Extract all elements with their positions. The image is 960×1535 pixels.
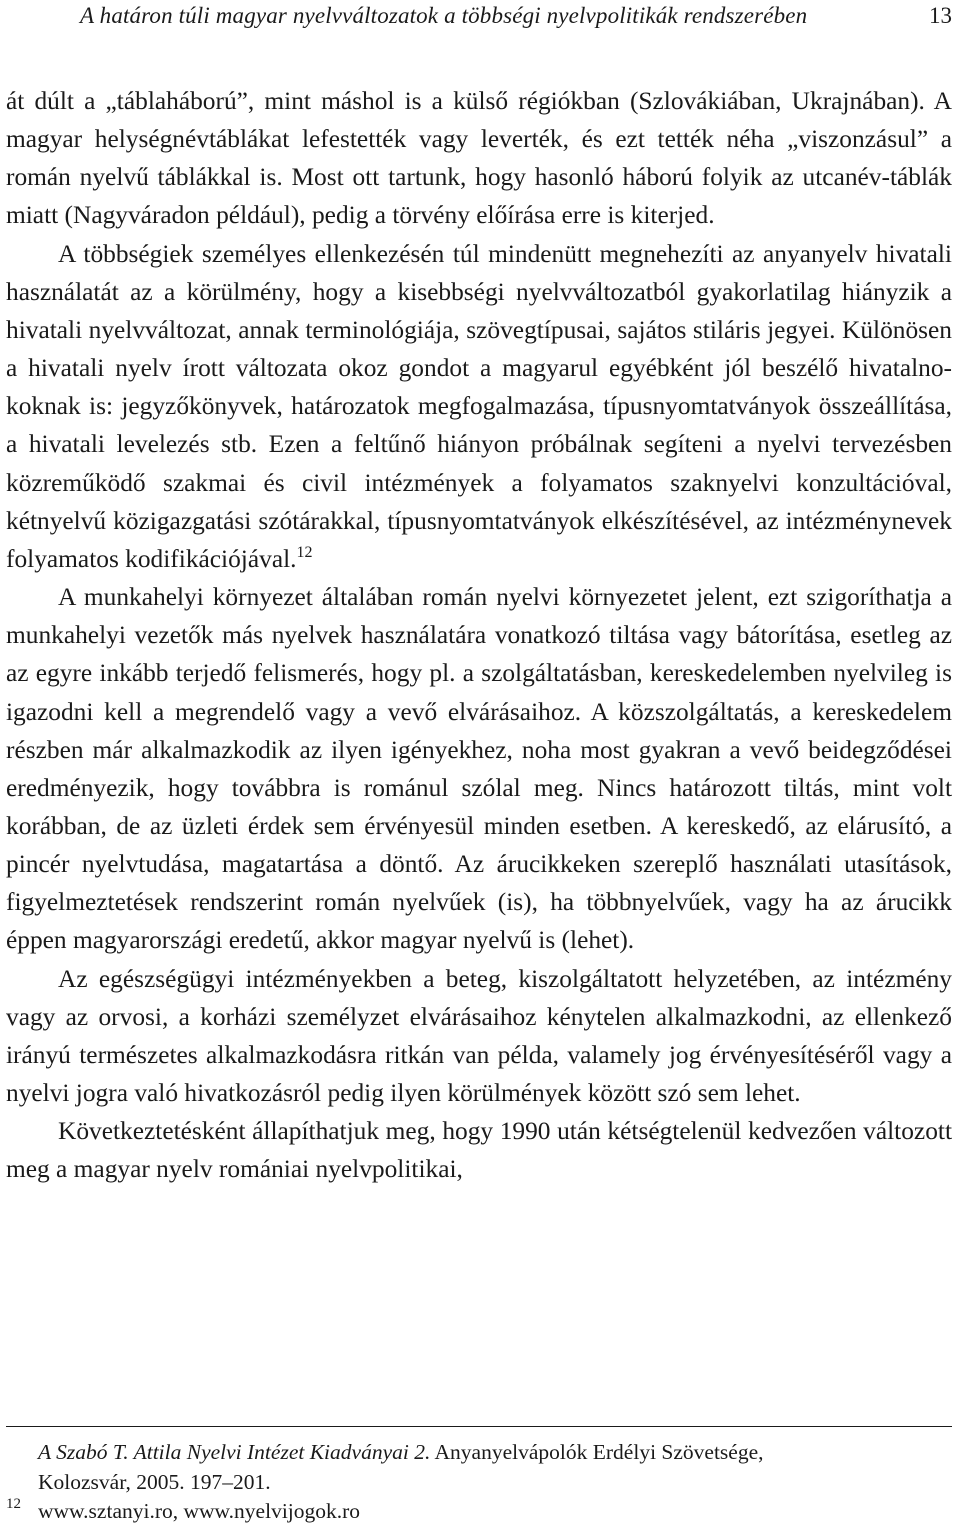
paragraph-2 bbox=[6, 235, 952, 578]
running-title: A határon túli magyar nyelvváltozatok a többségi nyelvpolitikák rendszerében bbox=[80, 3, 808, 28]
body-text bbox=[6, 82, 952, 1189]
footnote-websites[interactable]: www.sztanyi.ro, www.nyelvijogok.ro bbox=[38, 1499, 361, 1523]
paragraph-5-text: Következtetésként állapíthatjuk meg, hogy 1990 után kétségtelenül kedvezően változott meg a magyar nyelv romániai nyelvpolitikai, bbox=[6, 1117, 952, 1184]
footnote-place-pages: Kolozsvár, 2005. 197–201. bbox=[38, 1469, 271, 1494]
paragraph-5 bbox=[6, 1112, 952, 1188]
running-header bbox=[80, 2, 952, 30]
paragraph-3 bbox=[6, 578, 952, 960]
footnote bbox=[6, 1438, 952, 1527]
paragraph-4-text: Az egészségügyi intézményekben a beteg, kiszolgáltatott helyzetében, az intézmény vagy az orvosi, a korházi személyzet elvárásaihoz kénytelen alkalmazkodni, az ellenkező irányú természetes alkalmazkodásra ritkán van példa, valamely jog érvényesítéséről vagy a nyelvi jogra való hivatkozásról pedig ilyen körülmények között szó sem lehet. bbox=[6, 964, 952, 1108]
page-number: 13 bbox=[929, 3, 952, 28]
paragraph-2-text: A többségiek személyes ellenkezésén túl mindenütt megnehezíti az anyanyelv hivatali használatát az a körülmény, hogy a kisebbségi nyelvváltozatból gyakorlatilag hiányzik a hivatali nyelvváltozat, annak terminológiája, szövegtípusai, sajátos stiláris jegyei. Különösen a hivatali nyelv írott változata okoz gondot a magyarul egyébként jól beszélő hivatalnokoknak is: jegyzőkönyvek, határozatok megfogalmazása, típusnyomtatványok összeállítása, a hivatali levelezés stb. Ezen a feltűnő hiányon próbálnak segíteni a nyelvi tervezésben közreműködő szakmai és civil intézmények a folyamatos szaknyelvi konzultációval, kétnyelvű közigazgatási szótárakkal, típusnyomtatványok elkészítésével, az intézménynevek folyamatos kodifikációjával. bbox=[6, 239, 952, 573]
footnote-source-title: A Szabó T. Attila Nyelvi Intézet Kiadványai 2. bbox=[38, 1440, 431, 1464]
footnote-body bbox=[38, 1438, 952, 1527]
paragraph-4 bbox=[6, 960, 952, 1113]
paragraph-1-text: át dúlt a „táblaháború”, mint máshol is a külső régiókban (Szlovákiában, Ukrajnában). A magyar helységnévtáblákat lefestették vagy leverték, és ezt tették néha „viszonzásul” a román nyelvű táblákkal is. Most ott tartunk, hogy hasonló háború folyik az utcanév-táblák miatt (Nagyváradon például), pedig a törvény előírása erre is kiterjed. bbox=[6, 87, 952, 230]
footnote-number: 12 bbox=[6, 1496, 21, 1512]
footnote-source-publisher: Anyanyelvápolók Erdélyi Szövetsége, bbox=[430, 1440, 764, 1464]
footnote-reference[interactable]: 12 bbox=[296, 543, 313, 561]
paragraph-3-text: A munkahelyi környezet általában román nyelvi környezetet jelent, ezt szigoríthatja a munkahelyi vezetők más nyelvek használatára vonatkozó tiltása vagy bátorítása, esetleg az az egyre inkább terjedő felismerés, hogy pl. a szolgáltatásban, kereskedelemben nyelvileg is igazodni kell a megrendelő vagy a vevő elvárásaihoz. A közszolgáltatás, a kereskedelem részben már alkalmazkodik az ilyen igényekhez, noha most gyakran a vevő beidegződései eredményezik, hogy továbbra is románul szólal meg. Nincs határozott tiltás, mint volt korábban, de az üzleti érdek sem érvényesül minden esetben. A kereskedő, az elárusító, a pincér nyelvtudása, magatartása a döntő. Az árucikkeken szereplő használati utasítások, figyelmeztetések rendszerint román nyelvűek (is), ha többnyelvűek, vagy ha az árucikk éppen magyarországi eredetű, akkor magyar nyelvű is (lehet). bbox=[6, 583, 952, 955]
paragraph-1 bbox=[6, 82, 952, 235]
footnote-divider bbox=[6, 1426, 952, 1427]
footnote-line-1 bbox=[38, 1438, 952, 1468]
